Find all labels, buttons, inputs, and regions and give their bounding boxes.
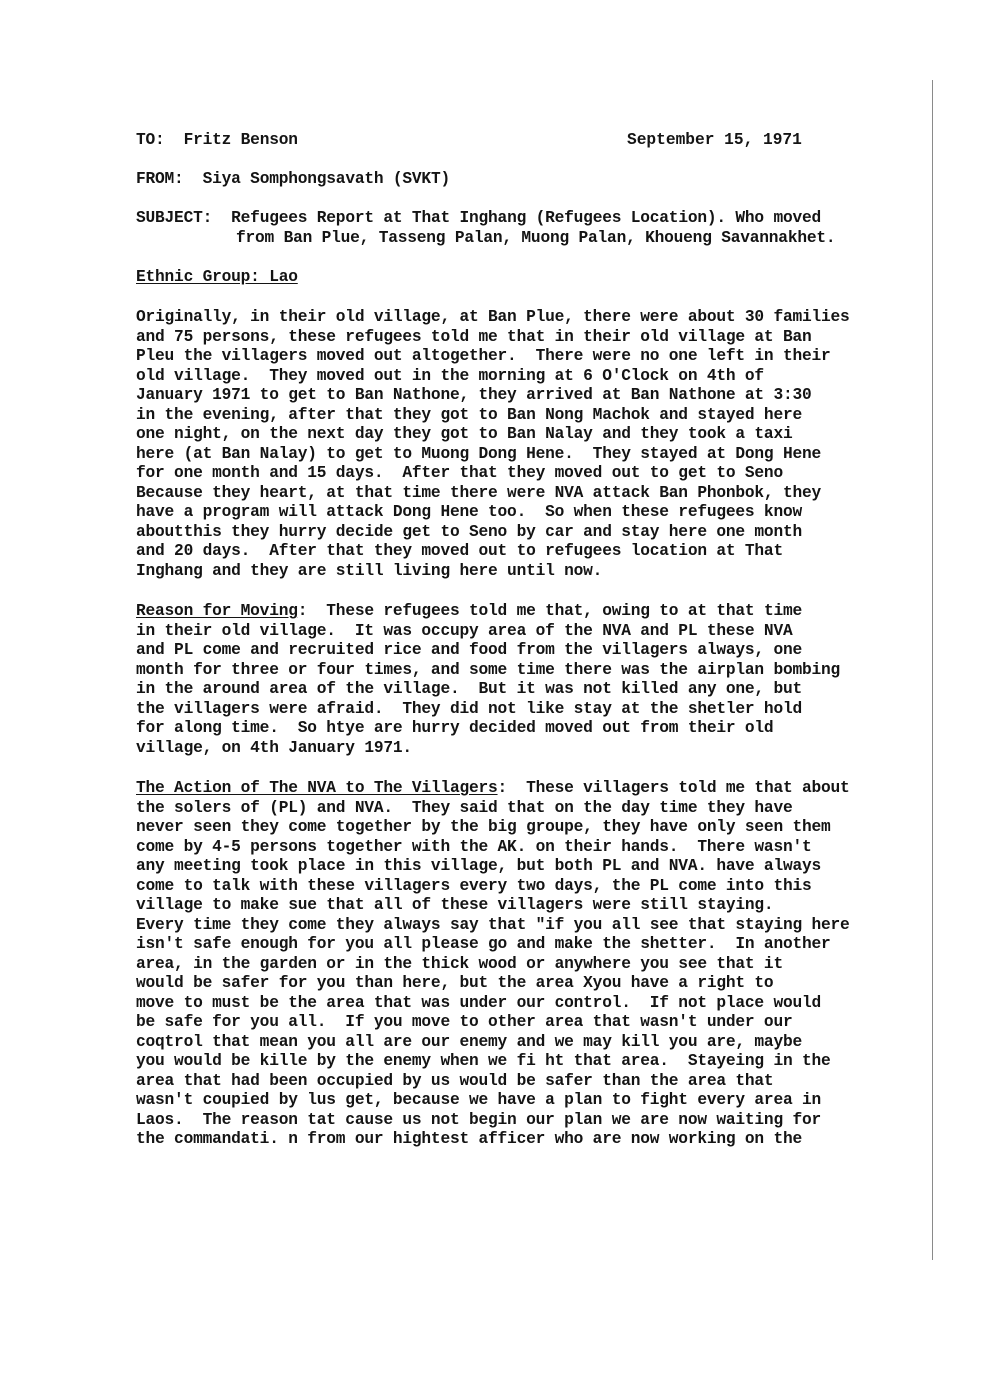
text-line: would be safer for you than here, but the area Xyou have a right to — [136, 974, 774, 992]
subject-label: SUBJECT: — [136, 209, 213, 227]
text-line: move to must be the area that was under our control. If not place would — [136, 993, 822, 1012]
text-line: in the evening, after that they got to Ban Nong Machok and stayed here — [136, 405, 802, 424]
text-line: be safe for you all. If you move to other area that wasn't under our — [136, 1013, 793, 1031]
from-value: Siya Somphongsavath (SVKT) — [202, 170, 450, 188]
text-line: old village. They moved out in the morning at 6 O'Clock on 4th of — [136, 366, 764, 385]
text-line: in the around area of the village. But it was not killed any one, but — [136, 680, 802, 698]
text-line: for along time. So htye are hurry decided moved out from their old — [136, 719, 774, 737]
text-line: the solers of (PL) and NVA. They said that on the day time they have — [136, 798, 793, 817]
nva-action-first-line: : These villagers told me that about — [497, 779, 850, 797]
text-line: never seen they come together by the big groupe, they have only seen them — [136, 818, 831, 836]
text-line: Pleu the villagers moved out altogether. There were no one left in their — [136, 347, 831, 365]
memo-date: September 15, 1971 — [627, 131, 802, 149]
text-line: and 20 days. After that they moved out to refugees location at That — [136, 542, 783, 560]
text-line: any meeting took place in this village, but both PL and NVA. have always — [136, 857, 822, 875]
text-line: the commandati. n from our hightest afficer who are now working on the — [136, 1130, 802, 1148]
reason-heading: Reason for Moving — [136, 602, 298, 620]
subject-line-1 — [136, 209, 821, 229]
text-line: village to make sue that all of these villagers were still staying. — [136, 896, 774, 914]
text-line: wasn't coupied by lus get, because we have a plan to fight every area in — [136, 1091, 822, 1109]
text-line: area that had been occupied by us would be safer than the area that — [136, 1071, 774, 1090]
subject-text: Refugees Report at That Inghang (Refugees Location). Who moved — [231, 209, 822, 227]
text-line: come to talk with these villagers every two days, the PL come into this — [136, 876, 812, 895]
ethnic-group-heading: Ethnic Group: Lao — [136, 268, 298, 286]
text-line: have a program will attack Dong Hene too. So when these refugees know — [136, 503, 802, 521]
to-label: TO: — [136, 131, 165, 149]
text-line: January 1971 to get to Ban Nathone, they arrived at Ban Nathone at 3:30 — [136, 386, 812, 404]
text-line — [136, 779, 850, 799]
subject-line-2: from Ban Plue, Tasseng Palan, Muong Palan, Khoueng Savannakhet. — [236, 229, 836, 247]
text-line: come by 4-5 persons together with the AK. on their hands. There wasn't — [136, 837, 812, 856]
text-line: area, in the garden or in the thick wood or anywhere you see that it — [136, 954, 783, 973]
from-line — [136, 170, 450, 190]
to-line — [136, 131, 298, 151]
text-line: coqtrol that mean you all are our enemy and we may kill you are, maybe — [136, 1032, 802, 1051]
text-line: isn't safe enough for you all please go and make the shetter. In another — [136, 935, 831, 953]
reason-first-line: : These refugees told me that, owing to at that time — [297, 602, 802, 620]
from-label: FROM: — [136, 170, 184, 188]
text-line: and PL come and recruited rice and food from the villagers always, one — [136, 641, 802, 659]
text-line: one night, on the next day they got to Ban Nalay and they took a taxi — [136, 425, 793, 443]
text-line: and 75 persons, these refugees told me that in their old village at Ban — [136, 327, 812, 346]
nva-action-heading: The Action of The NVA to The Villagers — [136, 779, 498, 797]
text-line: Inghang and they are still living here until now. — [136, 561, 603, 580]
text-line: Every time they come they always say that "if you all see that staying here — [136, 915, 850, 934]
text-line: aboutthis they hurry decide get to Seno by car and stay here one month — [136, 522, 802, 541]
text-line: for one month and 15 days. After that they moved out to get to Seno — [136, 464, 783, 482]
text-line: month for three or four times, and some time there was the airplan bombing — [136, 660, 841, 679]
text-line: Because they heart, at that time there were NVA attack Ban Phonbok, they — [136, 483, 822, 502]
page-edge-line — [932, 80, 933, 1260]
text-line: village, on 4th January 1971. — [136, 738, 412, 757]
text-line: Originally, in their old village, at Ban Plue, there were about 30 families — [136, 308, 850, 326]
text-line — [136, 602, 802, 622]
text-line: you would be kille by the enemy when we fi ht that area. Stayeing in the — [136, 1052, 831, 1070]
text-line: the villagers were afraid. They did not like stay at the shetler hold — [136, 699, 802, 718]
text-line: in their old village. It was occupy area of the NVA and PL these NVA — [136, 621, 793, 640]
text-line: Laos. The reason tat cause us not begin our plan we are now waiting for — [136, 1110, 822, 1129]
text-line: here (at Ban Nalay) to get to Muong Dong Hene. They stayed at Dong Hene — [136, 444, 822, 463]
to-value: Fritz Benson — [183, 131, 298, 149]
